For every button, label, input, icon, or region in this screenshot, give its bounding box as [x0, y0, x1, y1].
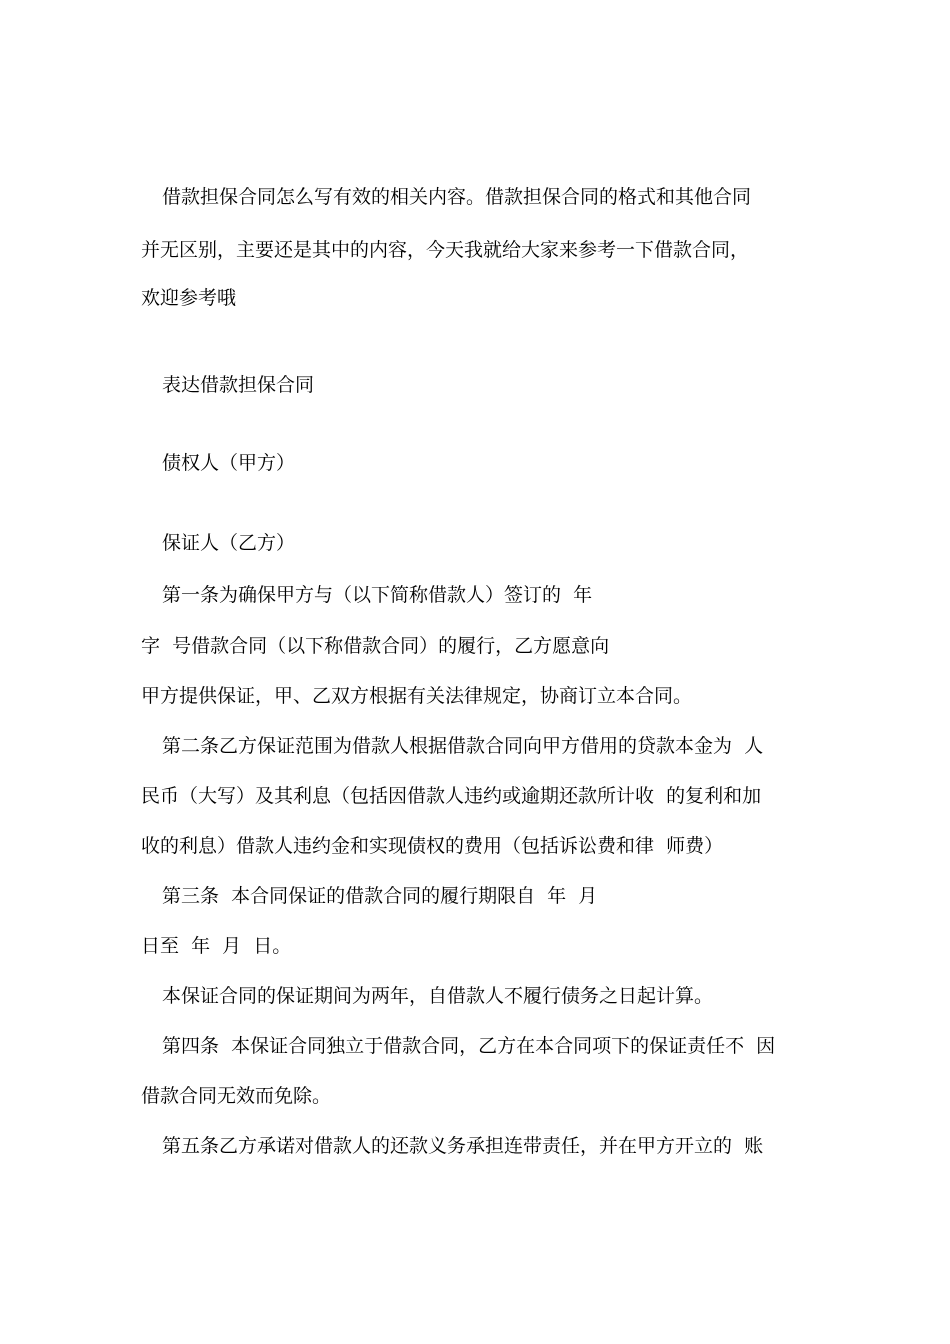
- article-3-line-2: 日至 年 月 日。: [141, 935, 292, 957]
- article-1-line-2: 字 号借款合同（以下称借款合同）的履行，乙方愿意向: [141, 635, 610, 657]
- intro-line-1: 借款担保合同怎么写有效的相关内容。借款担保合同的格式和其他合同: [162, 186, 752, 208]
- guarantor-label: 保证人（乙方）: [162, 532, 296, 554]
- intro-line-2: 并无区别，主要还是其中的内容，今天我就给大家来参考一下借款合同，: [141, 239, 750, 261]
- article-1-line-1: 第一条为确保甲方与（以下简称借款人）签订的 年: [162, 584, 593, 606]
- article-4-line-1: 第四条 本保证合同独立于借款合同，乙方在本合同项下的保证责任不 因: [162, 1035, 776, 1057]
- article-3-line-1: 第三条 本合同保证的借款合同的履行期限自 年 月: [162, 885, 598, 907]
- contract-title: 表达借款担保合同: [162, 374, 315, 396]
- article-2-line-3: 收的利息）借款人违约金和实现债权的费用（包括诉讼费和律 师费）: [141, 835, 724, 857]
- article-5-line-1: 第五条乙方承诺对借款人的还款义务承担连带责任，并在甲方开立的 账: [162, 1135, 764, 1157]
- article-2-line-1: 第二条乙方保证范围为借款人根据借款合同向甲方借用的贷款本金为 人: [162, 735, 764, 757]
- article-3-line-3: 本保证合同的保证期间为两年，自借款人不履行债务之日起计算。: [162, 985, 714, 1007]
- creditor-label: 债权人（甲方）: [162, 452, 296, 474]
- article-4-line-2: 借款合同无效而免除。: [141, 1085, 332, 1107]
- article-2-line-2: 民币（大写）及其利息（包括因借款人违约或逾期还款所计收 的复利和加: [141, 785, 762, 807]
- intro-line-3: 欢迎参考哦: [141, 287, 237, 309]
- article-1-line-3: 甲方提供保证，甲、乙双方根据有关法律规定，协商订立本合同。: [141, 685, 693, 707]
